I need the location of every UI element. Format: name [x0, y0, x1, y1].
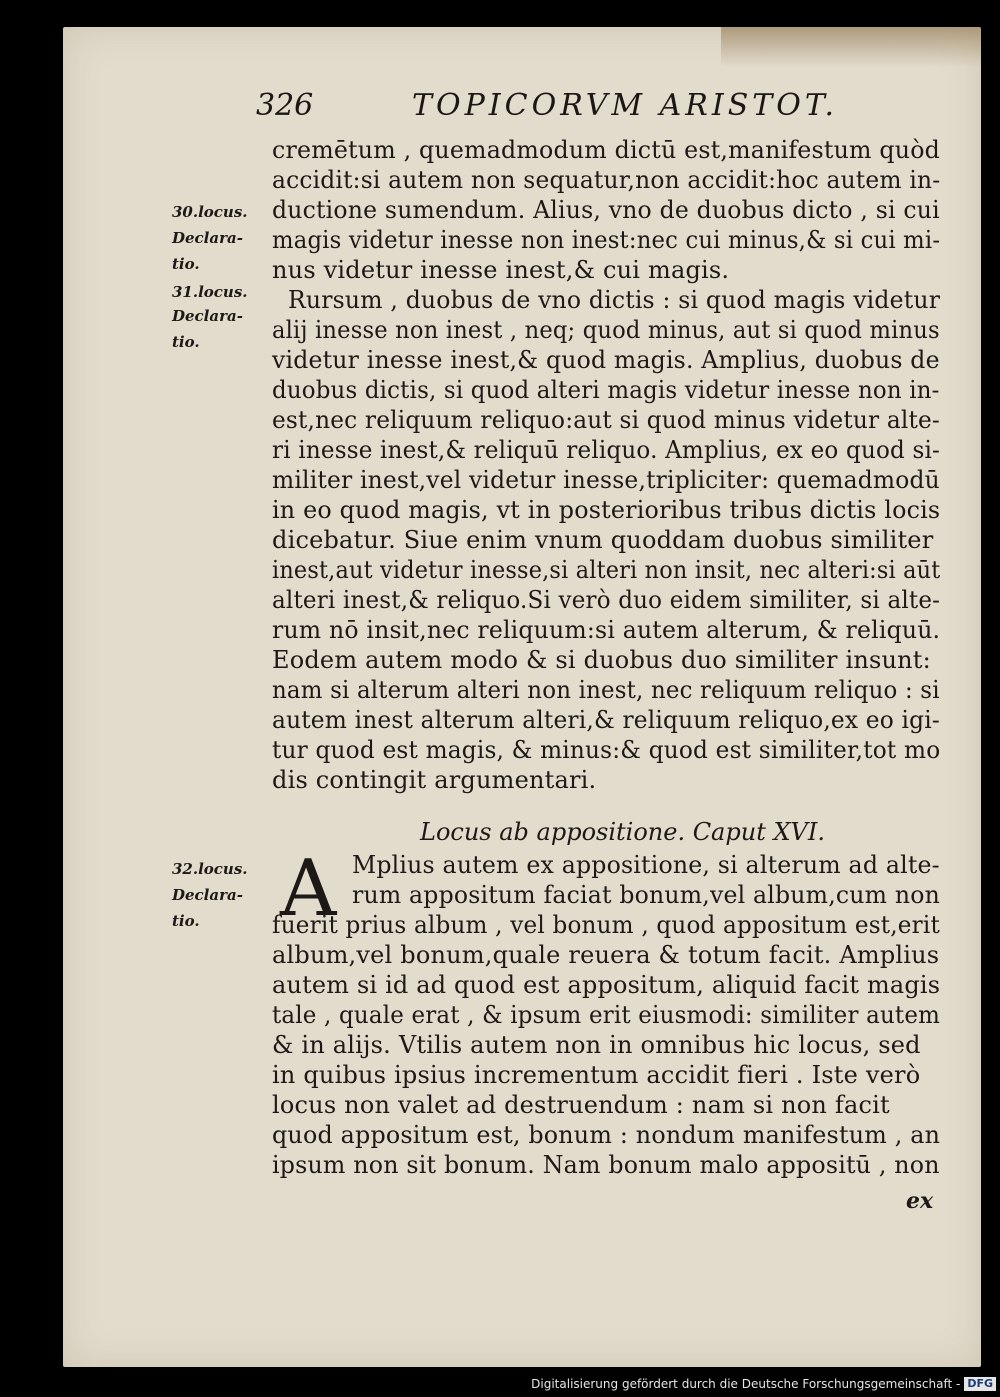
- running-title: TOPICORVM ARISTOT.: [412, 88, 839, 123]
- text-line: est,nec reliquum reliquo:aut si quod minus videtur alte-: [272, 406, 940, 434]
- text-line: in eo quod magis, vt in posterioribus tribus dictis locis: [272, 496, 941, 524]
- margin-note: tio.: [172, 333, 200, 351]
- text-line: album,vel bonum,quale reuera & totum facit. Amplius: [272, 941, 940, 969]
- text-line: & in alijs. Vtilis autem non in omnibus hic locus, sed: [272, 1031, 921, 1059]
- text-line: ductione sumendum. Alius, vno de duobus dicto , si cui: [272, 196, 940, 224]
- text-line: rum appositum faciat bonum,vel album,cum non: [352, 881, 940, 909]
- text-line: militer inest,vel videtur inesse,tripliciter: quemadmodū: [272, 466, 940, 494]
- text-line: cremētum , quemadmodum dictū est,manifestum quòd: [272, 136, 941, 164]
- credit-text: Digitalisierung gefördert durch die Deutsche Forschungsgemeinschaft -: [531, 1376, 961, 1391]
- margin-note: tio.: [172, 255, 200, 273]
- page-stain: [721, 27, 981, 67]
- text-line: Mplius autem ex appositione, si alterum ad alte-: [352, 851, 940, 879]
- text-line: magis videtur inesse non inest:nec cui minus,& si cui mi-: [272, 226, 941, 254]
- text-line: Eodem autem modo & si duobus duo similiter insunt:: [272, 646, 931, 674]
- text-line: dis contingit argumentari.: [272, 766, 597, 794]
- text-line: tur quod est magis, & minus:& quod est similiter,tot mo: [272, 736, 941, 764]
- drop-cap: A: [280, 844, 337, 934]
- chapter-heading: Locus ab appositione. Caput XVI.: [420, 818, 825, 846]
- text-line: inest,aut videtur inesse,si alteri non insit, nec alteri:si aūt: [272, 556, 941, 584]
- text-line: dicebatur. Siue enim vnum quoddam duobus similiter: [272, 526, 934, 554]
- page-number: 326: [256, 88, 314, 123]
- catchword: ex: [906, 1188, 934, 1214]
- text-line: in quibus ipsius incrementum accidit fieri . Iste verò: [272, 1061, 921, 1089]
- text-line: ipsum non sit bonum. Nam bonum malo appositū , non: [272, 1151, 940, 1179]
- text-line: nam si alterum alteri non inest, nec reliquum reliquo : si: [272, 676, 940, 704]
- digitization-credit: [531, 1377, 996, 1392]
- text-line: alteri inest,& reliquo.Si verò duo eidem similiter, si alte-: [272, 586, 941, 614]
- text-line: duobus dictis, si quod alteri magis videtur inesse non in-: [272, 376, 940, 404]
- dfg-logo-icon: DFG: [964, 1377, 996, 1391]
- text-line: rum nō insit,nec reliquum:si autem alterum, & reliquū.: [272, 616, 941, 644]
- text-line: fuerit prius album , vel bonum , quod appositum est,erit: [272, 911, 940, 939]
- page-header: [0, 88, 1000, 128]
- margin-note: 31.locus.: [172, 283, 248, 301]
- margin-note: Declara-: [172, 229, 243, 247]
- text-line: Rursum , duobus de vno dictis : si quod magis videtur: [288, 286, 941, 314]
- margin-note: 30.locus.: [172, 203, 248, 221]
- text-line: autem si id ad quod est appositum, aliquid facit magis: [272, 971, 941, 999]
- text-line: locus non valet ad destruendum : nam si non facit: [272, 1091, 890, 1119]
- text-line: autem inest alterum alteri,& reliquum reliquo,ex eo igi-: [272, 706, 940, 734]
- text-line: alij inesse non inest , neq; quod minus, aut si quod minus: [272, 316, 940, 344]
- text-line: nus videtur inesse inest,& cui magis.: [272, 256, 730, 284]
- text-line: videtur inesse inest,& quod magis. Amplius, duobus de: [272, 346, 940, 374]
- margin-note: tio.: [172, 912, 200, 930]
- margin-note: 32.locus.: [172, 860, 248, 878]
- margin-note: Declara-: [172, 307, 243, 325]
- text-line: accidit:si autem non sequatur,non accidit:hoc autem in-: [272, 166, 941, 194]
- margin-note: Declara-: [172, 886, 243, 904]
- text-line: quod appositum est, bonum : nondum manifestum , an: [272, 1121, 941, 1149]
- text-line: tale , quale erat , & ipsum erit eiusmodi: similiter autem: [272, 1001, 941, 1029]
- text-line: ri inesse inest,& reliquū reliquo. Amplius, ex eo quod si-: [272, 436, 941, 464]
